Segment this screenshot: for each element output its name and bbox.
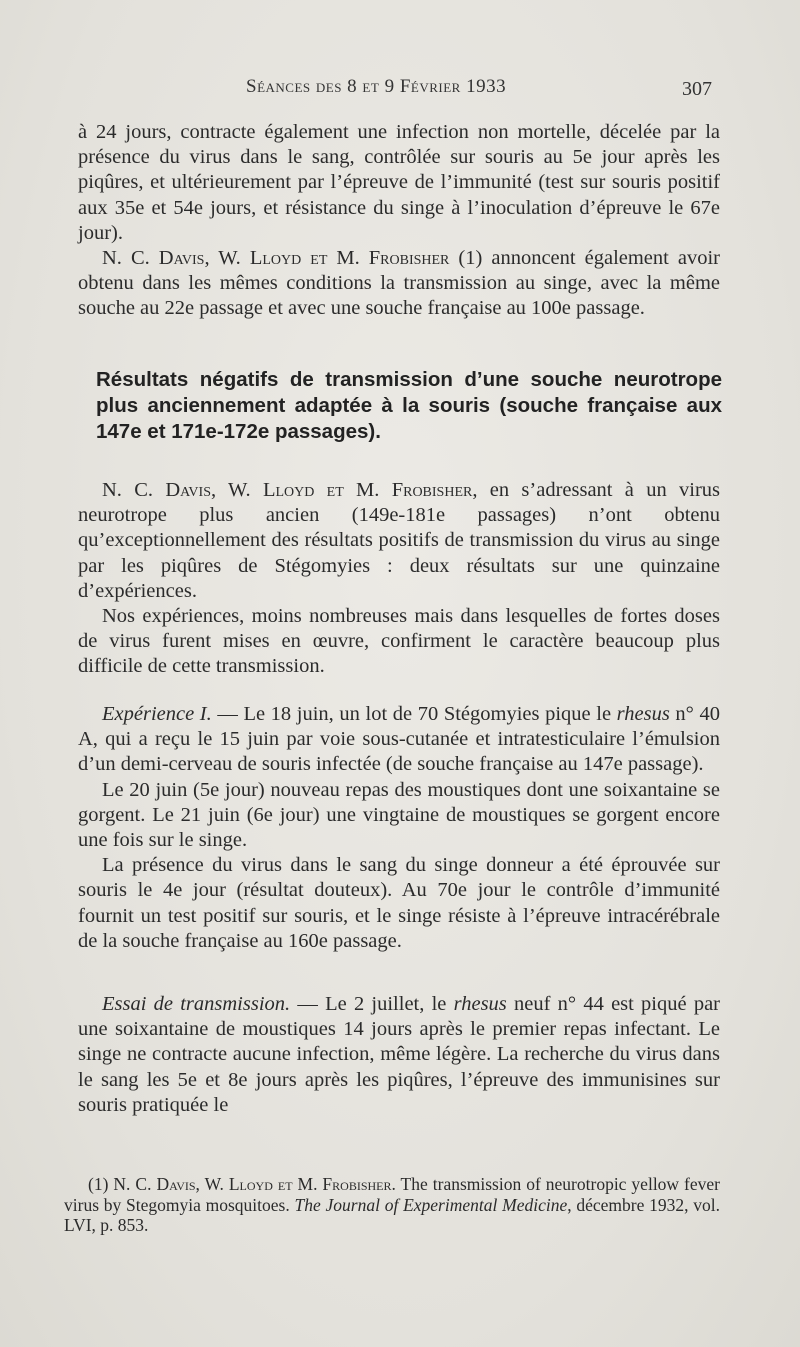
species-name: rhesus xyxy=(616,703,670,725)
experience-paragraph-3 xyxy=(78,853,720,954)
paragraph-davis-neurotrope xyxy=(78,478,720,604)
body-text-top xyxy=(78,120,720,322)
page-number: 307 xyxy=(682,78,712,100)
page-header xyxy=(0,76,800,106)
footnote xyxy=(64,1174,720,1236)
paragraph-text: , en s’adressant à un virus neurotrope plus ancien (149e-181e passages) n’ont obtenu qu’exceptionnellement des résultats positifs de transmission du virus au singe par les piqûres de Stégomyies : deux résultats sur une quinzaine d’expériences. xyxy=(78,479,720,602)
footnote-text xyxy=(64,1174,720,1236)
paragraph-text: Le 20 juin (5e jour) nouveau repas des moustiques dont une soixantaine se gorgent. Le 21 juin (6e jour) une vingtaine de moustiques se gorgent encore une fois sur le singe. xyxy=(78,778,720,852)
journal-name: The Journal of Experimental Medicine xyxy=(294,1194,568,1215)
species-name: rhesus xyxy=(453,993,507,1015)
experience-paragraph-2 xyxy=(78,778,720,854)
paragraph-davis-announce xyxy=(78,246,720,322)
section-heading: Résultats négatifs de transmission d’une souche neurotrope plus anciennement adaptée à la souris (souche française aux 147e et 171e-172e passages). xyxy=(96,368,722,443)
essai-paragraph xyxy=(78,992,720,1118)
paragraph-text: à 24 jours, contracte également une infection non mortelle, décelée par la présence du virus dans le sang, contrôlée sur souris au 5e jour après les piqûres, et ultérieurement par l’épreuve de l’immunité (test sur souris positif aux 35e et 54e jours, et résistance du singe à l’inoculation d’épreuve le 67e jour). xyxy=(78,121,720,244)
paragraph-text: (1) annoncent également avoir obtenu dans les mêmes conditions la transmission au singe, avec la même souche au 22e passage et avec une souche française au 100e passage. xyxy=(78,247,720,320)
author-names: N. C. Davis, W. Lloyd et M. Frobisher xyxy=(102,479,473,501)
paragraph-nos-experiences xyxy=(78,604,720,680)
paragraph-text: , décembre 1932, vol. LVI, p. 853. xyxy=(64,1194,721,1235)
essai-section xyxy=(78,992,720,1118)
paragraph-text: Nos expériences, moins nombreuses mais dans lesquelles de fortes doses de virus furent mises en œuvre, confirment le caractère beaucoup plus difficile de cette transmission. xyxy=(78,605,720,678)
essai-title: Essai de transmission. xyxy=(102,993,291,1015)
paragraph-text: n° 40 A, qui a reçu le 15 juin par voie sous-cutanée et intratesticulaire l’émulsion d’un demi-cerveau de souris infectée (de souche française au 147e passage). xyxy=(78,703,720,776)
body-text-middle xyxy=(78,478,720,680)
experience-title: Expérience I. xyxy=(102,703,212,725)
paragraph-text: La présence du virus dans le sang du singe donneur a été éprouvée sur souris le 4e jour (résultat douteux). Au 70e jour le contrôle d’immunité fournit un test positif sur souris, et le singe résiste à l’épreuve intracérébrale de la souche française au 160e passage. xyxy=(78,854,720,952)
paragraph-text: neuf n° 44 est piqué par une soixantaine de moustiques 14 jours après le premier repas infectant. Le singe ne contracte aucune infection, même légère. La recherche du virus dans le sang les 5e et 8e jours après les piqûres, l’épreuve des immunisines sur souris pratiquée le xyxy=(78,993,721,1116)
paragraph-continuation xyxy=(78,120,720,246)
paragraph-text: . The transmission of neurotropic yellow fever virus by Stegomyia mosquitoes. xyxy=(64,1174,720,1215)
experience-paragraph-1 xyxy=(78,702,720,778)
experience-section xyxy=(78,702,720,954)
author-names: N. C. Davis, W. Lloyd et M. Frobisher xyxy=(113,1174,392,1194)
running-head: Séances des 8 et 9 Février 1933 xyxy=(246,76,507,97)
paragraph-text: — Le 18 juin, un lot de 70 Stégomyies pique le xyxy=(211,703,617,725)
author-names: N. C. Davis, W. Lloyd et M. Frobisher xyxy=(102,247,450,270)
paragraph-text: — Le 2 juillet, le xyxy=(290,993,454,1015)
footnote-marker: (1) xyxy=(88,1174,109,1194)
